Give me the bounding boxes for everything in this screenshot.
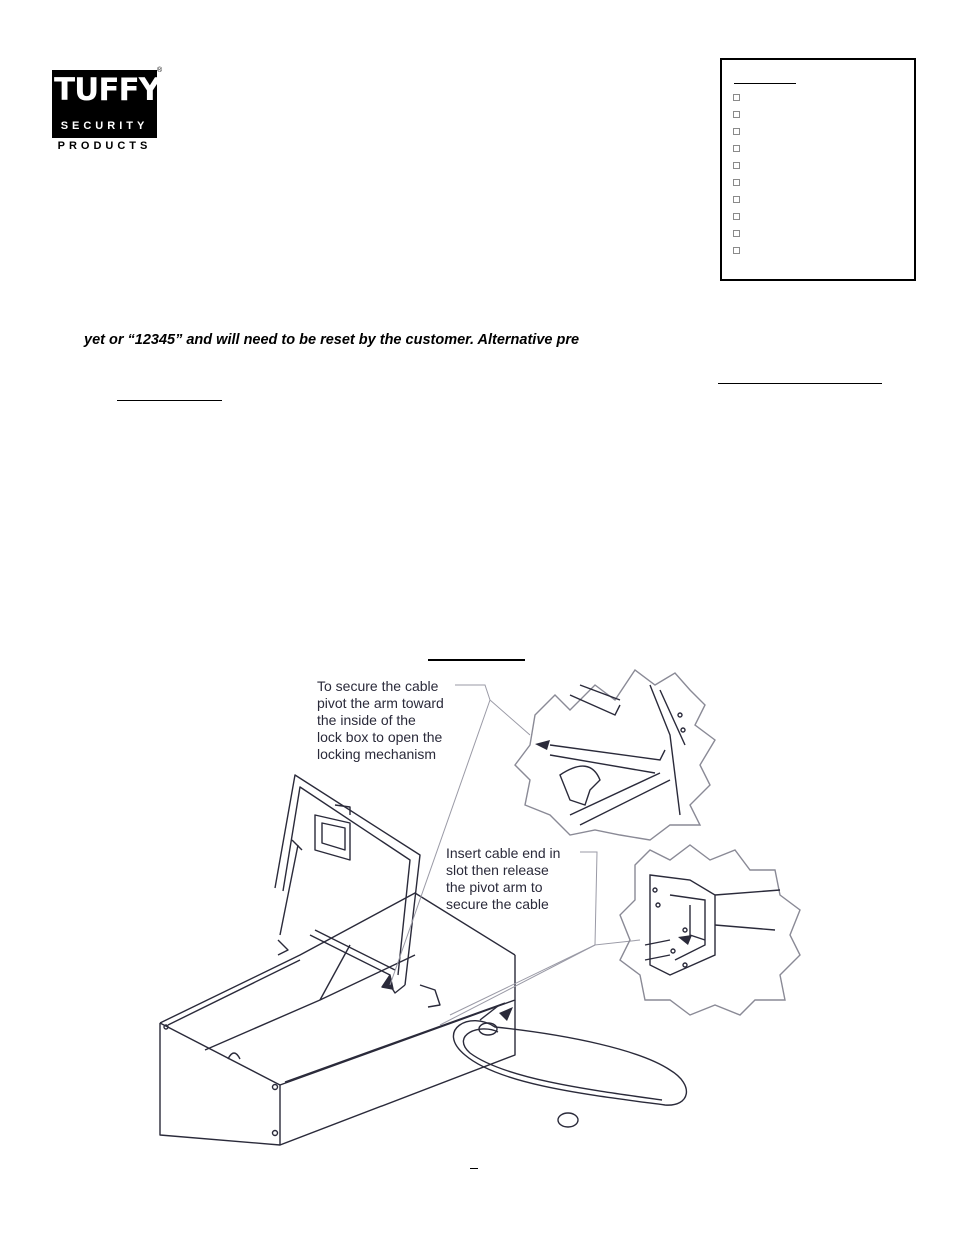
- logo-wordmark: TUFFY: [54, 72, 161, 108]
- installation-figure: [150, 655, 810, 1155]
- callout-insert-cable: Insert cable end in slot then release the pivot arm to secure the cable: [446, 845, 561, 912]
- contents-checkbox: [733, 230, 740, 237]
- contents-checkbox: [733, 162, 740, 169]
- page-mark: [470, 1168, 478, 1169]
- callout-secure-cable: To secure the cable pivot the arm toward the inside of the lock box to open the locking mechanism: [317, 678, 444, 762]
- logo-block: [52, 70, 161, 138]
- contents-checkbox: [733, 247, 740, 254]
- contents-checkbox: [733, 128, 740, 135]
- box-front-edge: [160, 955, 515, 1085]
- logo-security-text: SECURITY: [60, 120, 149, 132]
- contents-box: [720, 58, 916, 281]
- underline-rule: [117, 400, 222, 401]
- contents-checkbox: [733, 196, 740, 203]
- tuffy-logo: [52, 67, 163, 154]
- contents-checkbox: [733, 213, 740, 220]
- reset-note: yet or “12345” and will need to be reset by the customer. Alternative pre: [84, 332, 580, 348]
- contents-checkbox: [733, 94, 740, 101]
- leader-line-bottom: [580, 852, 640, 945]
- contents-heading-rule: [734, 83, 796, 84]
- logo-products-text: PRODUCTS: [57, 140, 152, 152]
- contents-checkbox: [733, 145, 740, 152]
- underline-rule: [718, 383, 882, 384]
- registered-mark: ®: [157, 67, 163, 74]
- contents-checkbox: [733, 111, 740, 118]
- contents-checkbox: [733, 179, 740, 186]
- detail-circle-top: [515, 670, 715, 840]
- box-left-face: [160, 1023, 280, 1145]
- leader-line-top: [455, 685, 530, 735]
